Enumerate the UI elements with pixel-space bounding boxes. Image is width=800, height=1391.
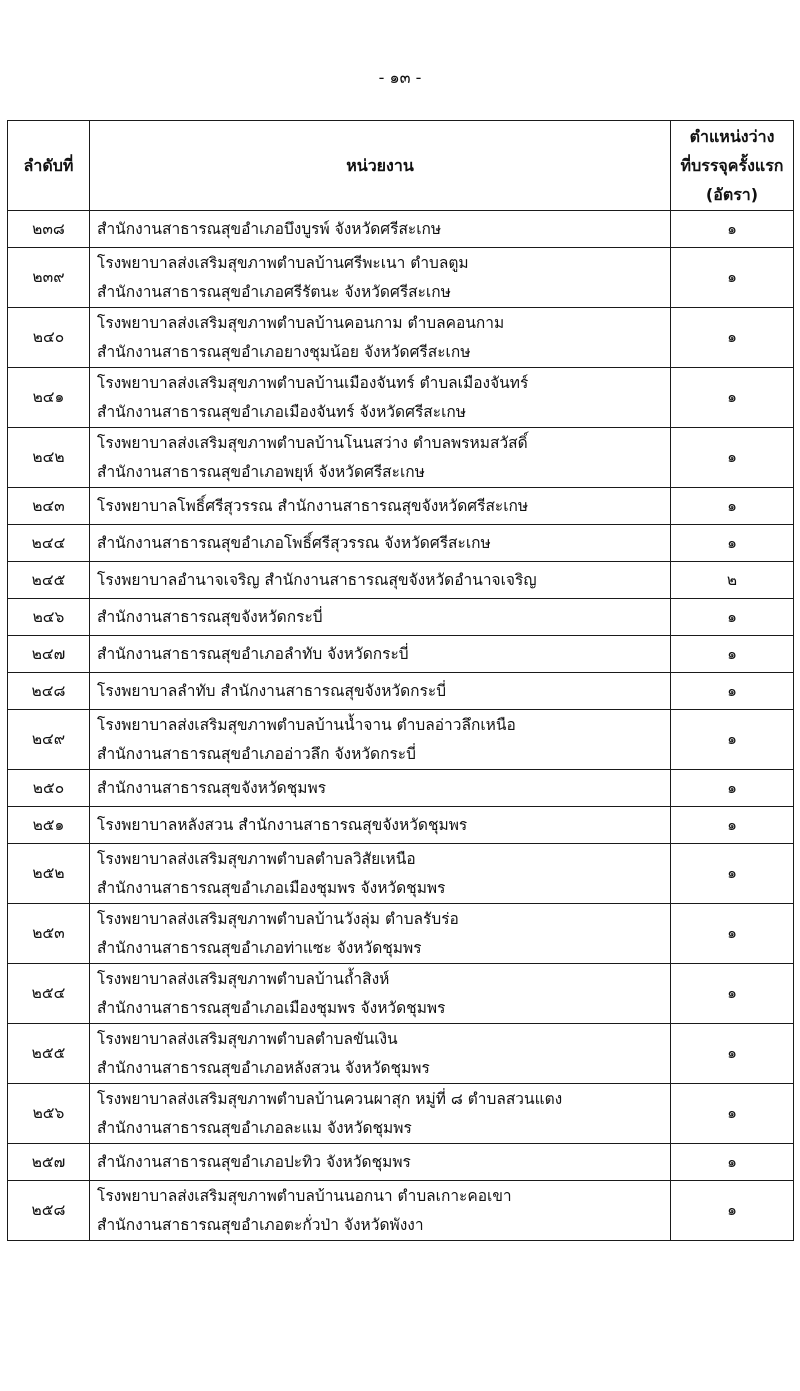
table-row xyxy=(8,428,794,488)
row-sequence: ๒๕๕ xyxy=(8,1024,90,1084)
header-sequence: ลำดับที่ xyxy=(8,121,90,211)
row-unit-line: สำนักงานสาธารณสุขอำเภอพยุห์ จังหวัดศรีสะเกษ xyxy=(97,462,425,481)
row-vacancy-count: ๑ xyxy=(671,844,794,904)
row-unit-line: โรงพยาบาลส่งเสริมสุขภาพตำบลบ้านวังลุ่ม ตำบลรับร่อ xyxy=(97,909,459,928)
header-vacancy-line: ตำแหน่งว่าง xyxy=(689,127,775,146)
row-unit-line: โรงพยาบาลส่งเสริมสุขภาพตำบลบ้านควนผาสุก หมู่ที่ ๘ ตำบลสวนแตง xyxy=(97,1089,563,1108)
row-vacancy-count: ๑ xyxy=(671,488,794,525)
row-unit xyxy=(90,368,671,428)
row-unit xyxy=(90,1181,671,1241)
row-unit-line: สำนักงานสาธารณสุขอำเภอโพธิ์ศรีสุวรรณ จังหวัดศรีสะเกษ xyxy=(97,533,491,552)
row-sequence: ๒๔๓ xyxy=(8,488,90,525)
row-unit-line: โรงพยาบาลส่งเสริมสุขภาพตำบลบ้านคอนกาม ตำบลคอนกาม xyxy=(97,313,505,332)
row-vacancy-count: ๒ xyxy=(671,562,794,599)
row-vacancy-count: ๑ xyxy=(671,308,794,368)
table-row xyxy=(8,368,794,428)
row-vacancy-count: ๑ xyxy=(671,904,794,964)
row-vacancy-count: ๑ xyxy=(671,211,794,248)
row-vacancy-count: ๑ xyxy=(671,599,794,636)
row-sequence: ๒๓๙ xyxy=(8,248,90,308)
table-row xyxy=(8,770,794,807)
row-unit xyxy=(90,248,671,308)
row-unit-line: โรงพยาบาลส่งเสริมสุขภาพตำบลบ้านถ้ำสิงห์ xyxy=(97,969,390,988)
row-unit xyxy=(90,211,671,248)
table-row xyxy=(8,636,794,673)
row-vacancy-count: ๑ xyxy=(671,807,794,844)
table-row xyxy=(8,525,794,562)
header-unit: หน่วยงาน xyxy=(90,121,671,211)
row-sequence: ๒๔๑ xyxy=(8,368,90,428)
row-unit-line: สำนักงานสาธารณสุขจังหวัดกระบี่ xyxy=(97,607,323,626)
row-unit xyxy=(90,1024,671,1084)
row-vacancy-count: ๑ xyxy=(671,1084,794,1144)
row-unit-line: สำนักงานสาธารณสุขอำเภอตะกั่วป่า จังหวัดพังงา xyxy=(97,1215,424,1234)
table-row xyxy=(8,599,794,636)
table-row xyxy=(8,211,794,248)
row-unit-line: โรงพยาบาลหลังสวน สำนักงานสาธารณสุขจังหวัดชุมพร xyxy=(97,815,468,834)
row-sequence: ๒๕๑ xyxy=(8,807,90,844)
row-unit-line: โรงพยาบาลส่งเสริมสุขภาพตำบลบ้านนอกนา ตำบลเกาะคอเขา xyxy=(97,1186,512,1205)
table-row xyxy=(8,1084,794,1144)
table-row xyxy=(8,488,794,525)
row-vacancy-count: ๑ xyxy=(671,636,794,673)
row-sequence: ๒๔๐ xyxy=(8,308,90,368)
row-vacancy-count: ๑ xyxy=(671,1181,794,1241)
row-unit-line: โรงพยาบาลส่งเสริมสุขภาพตำบลบ้านน้ำจาน ตำบลอ่าวลึกเหนือ xyxy=(97,715,516,734)
row-sequence: ๒๔๗ xyxy=(8,636,90,673)
row-unit-line: โรงพยาบาลส่งเสริมสุขภาพตำบลตำบลขันเงิน xyxy=(97,1029,398,1048)
vacancy-table xyxy=(7,120,794,1241)
row-sequence: ๒๕๔ xyxy=(8,964,90,1024)
row-sequence: ๒๔๕ xyxy=(8,562,90,599)
row-sequence: ๒๓๘ xyxy=(8,211,90,248)
row-vacancy-count: ๑ xyxy=(671,1144,794,1181)
row-vacancy-count: ๑ xyxy=(671,248,794,308)
row-unit-line: สำนักงานสาธารณสุขจังหวัดชุมพร xyxy=(97,778,327,797)
row-unit-line: สำนักงานสาธารณสุขอำเภอปะทิว จังหวัดชุมพร xyxy=(97,1152,411,1171)
table-row xyxy=(8,964,794,1024)
row-unit-line: โรงพยาบาลส่งเสริมสุขภาพตำบลบ้านโนนสว่าง ตำบลพรหมสวัสดิ์ xyxy=(97,433,528,452)
row-unit-line: สำนักงานสาธารณสุขอำเภออ่าวลึก จังหวัดกระบี่ xyxy=(97,744,416,763)
table-row xyxy=(8,904,794,964)
header-vacancy-line: (อัตรา) xyxy=(705,185,759,204)
table-row xyxy=(8,308,794,368)
row-unit xyxy=(90,525,671,562)
row-vacancy-count: ๑ xyxy=(671,710,794,770)
table-row xyxy=(8,844,794,904)
table-header-row xyxy=(8,121,794,211)
row-unit xyxy=(90,844,671,904)
row-sequence: ๒๕๗ xyxy=(8,1144,90,1181)
row-unit xyxy=(90,964,671,1024)
row-unit-line: สำนักงานสาธารณสุขอำเภอบึงบูรพ์ จังหวัดศรีสะเกษ xyxy=(97,219,442,238)
table-row xyxy=(8,710,794,770)
row-unit xyxy=(90,308,671,368)
row-sequence: ๒๔๒ xyxy=(8,428,90,488)
table-row xyxy=(8,807,794,844)
row-unit-line: โรงพยาบาลโพธิ์ศรีสุวรรณ สำนักงานสาธารณสุขจังหวัดศรีสะเกษ xyxy=(97,496,529,515)
row-sequence: ๒๕๖ xyxy=(8,1084,90,1144)
row-unit xyxy=(90,807,671,844)
row-sequence: ๒๔๔ xyxy=(8,525,90,562)
page-number: - ๑๓ - xyxy=(378,68,422,87)
row-vacancy-count: ๑ xyxy=(671,770,794,807)
row-unit xyxy=(90,904,671,964)
table-row xyxy=(8,1181,794,1241)
row-unit xyxy=(90,428,671,488)
row-unit-line: สำนักงานสาธารณสุขอำเภอศรีรัตนะ จังหวัดศรีสะเกษ xyxy=(97,282,451,301)
row-sequence: ๒๕๐ xyxy=(8,770,90,807)
table-row xyxy=(8,1144,794,1181)
row-unit-line: สำนักงานสาธารณสุขอำเภอเมืองชุมพร จังหวัดชุมพร xyxy=(97,998,446,1017)
header-vacancy-count xyxy=(671,121,794,211)
row-unit xyxy=(90,1144,671,1181)
row-vacancy-count: ๑ xyxy=(671,673,794,710)
row-unit xyxy=(90,488,671,525)
row-unit-line: สำนักงานสาธารณสุขอำเภอยางชุมน้อย จังหวัดศรีสะเกษ xyxy=(97,342,471,361)
table-body xyxy=(8,211,794,1241)
row-vacancy-count: ๑ xyxy=(671,525,794,562)
row-unit-line: สำนักงานสาธารณสุขอำเภอหลังสวน จังหวัดชุมพร xyxy=(97,1058,430,1077)
row-unit xyxy=(90,1084,671,1144)
row-sequence: ๒๕๓ xyxy=(8,904,90,964)
row-unit-line: โรงพยาบาลส่งเสริมสุขภาพตำบลตำบลวิสัยเหนือ xyxy=(97,849,416,868)
table-row xyxy=(8,1024,794,1084)
row-sequence: ๒๕๘ xyxy=(8,1181,90,1241)
row-sequence: ๒๔๙ xyxy=(8,710,90,770)
row-unit-line: สำนักงานสาธารณสุขอำเภอท่าแซะ จังหวัดชุมพร xyxy=(97,938,422,957)
row-sequence: ๒๔๖ xyxy=(8,599,90,636)
table-row xyxy=(8,673,794,710)
row-unit-line: สำนักงานสาธารณสุขอำเภอละแม จังหวัดชุมพร xyxy=(97,1118,412,1137)
row-vacancy-count: ๑ xyxy=(671,368,794,428)
table-row xyxy=(8,562,794,599)
row-vacancy-count: ๑ xyxy=(671,964,794,1024)
row-unit-line: สำนักงานสาธารณสุขอำเภอเมืองจันทร์ จังหวัดศรีสะเกษ xyxy=(97,402,466,421)
row-unit-line: โรงพยาบาลอำนาจเจริญ สำนักงานสาธารณสุขจังหวัดอำนาจเจริญ xyxy=(97,570,537,589)
row-unit-line: โรงพยาบาลลำทับ สำนักงานสาธารณสุขจังหวัดกระบี่ xyxy=(97,681,447,700)
row-vacancy-count: ๑ xyxy=(671,428,794,488)
table-row xyxy=(8,248,794,308)
row-vacancy-count: ๑ xyxy=(671,1024,794,1084)
row-unit xyxy=(90,673,671,710)
row-unit xyxy=(90,562,671,599)
row-unit xyxy=(90,599,671,636)
header-vacancy-line: ที่บรรจุครั้งแรก xyxy=(680,156,784,175)
row-unit xyxy=(90,770,671,807)
row-unit-line: สำนักงานสาธารณสุขอำเภอเมืองชุมพร จังหวัดชุมพร xyxy=(97,878,446,897)
row-sequence: ๒๕๒ xyxy=(8,844,90,904)
row-unit xyxy=(90,636,671,673)
row-unit-line: โรงพยาบาลส่งเสริมสุขภาพตำบลบ้านศรีพะเนา ตำบลตูม xyxy=(97,253,469,272)
row-sequence: ๒๔๘ xyxy=(8,673,90,710)
row-unit xyxy=(90,710,671,770)
row-unit-line: สำนักงานสาธารณสุขอำเภอลำทับ จังหวัดกระบี่ xyxy=(97,644,409,663)
row-unit-line: โรงพยาบาลส่งเสริมสุขภาพตำบลบ้านเมืองจันทร์ ตำบลเมืองจันทร์ xyxy=(97,373,529,392)
